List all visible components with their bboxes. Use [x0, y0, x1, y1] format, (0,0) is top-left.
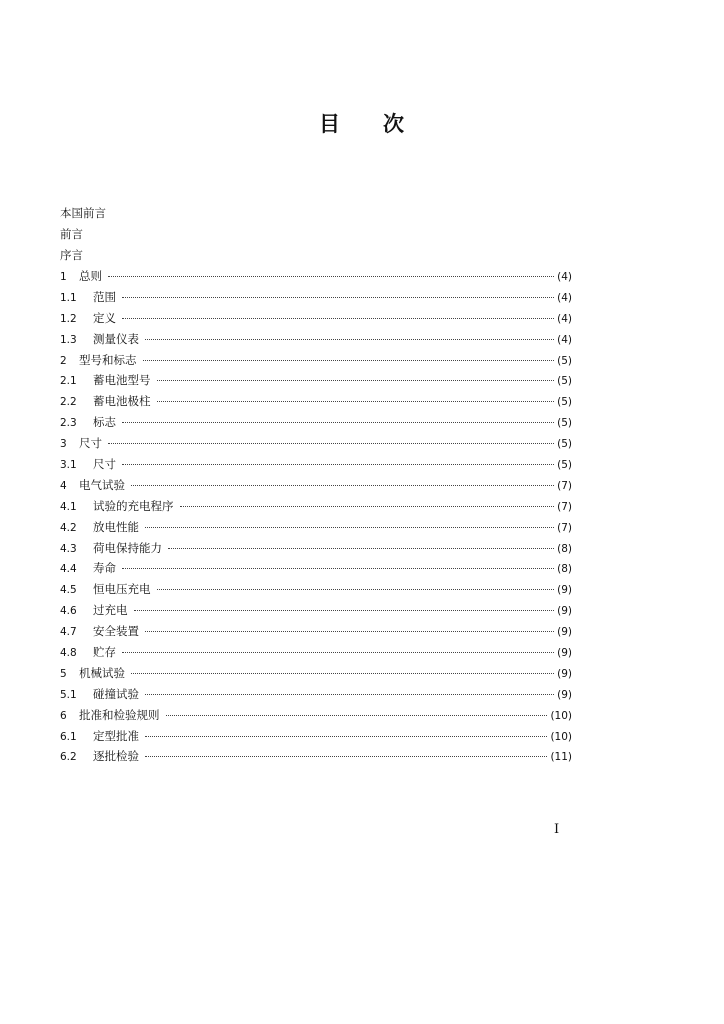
- toc-leader-dots: [145, 756, 547, 757]
- toc-entry-number: 4.8: [60, 647, 77, 660]
- toc-entry-label: 过充电: [93, 603, 128, 618]
- toc-entry-number: 4.5: [60, 584, 77, 597]
- toc-leader-dots: [122, 318, 554, 319]
- toc-entry-label: 逐批检验: [93, 749, 139, 764]
- toc-entry-label: 恒电压充电: [93, 582, 151, 597]
- toc-entry-page: (10): [550, 709, 572, 722]
- toc-leader-dots: [122, 464, 554, 465]
- toc-leader-dots: [122, 297, 554, 298]
- toc-leader-dots: [108, 443, 554, 444]
- front-matter-item-foreword[interactable]: 前言: [60, 227, 83, 241]
- toc-entry-label: 批准和检验规则: [79, 707, 160, 722]
- toc-entry[interactable]: [60, 412, 572, 433]
- toc-entry-label: 范围: [93, 289, 116, 304]
- toc-entry-page: (7): [557, 479, 572, 492]
- toc-entry[interactable]: [60, 266, 572, 287]
- toc-leader-dots: [145, 339, 554, 340]
- toc-entry[interactable]: [60, 496, 572, 517]
- toc-entry-number: 5.1: [60, 688, 77, 701]
- toc-entry[interactable]: [60, 621, 572, 642]
- toc-entry[interactable]: [60, 370, 572, 391]
- toc-entry-page: (5): [557, 438, 572, 451]
- toc-entry-label: 测量仪表: [93, 331, 139, 346]
- toc-entry-number: 4.6: [60, 605, 77, 618]
- toc-entry[interactable]: [60, 642, 572, 663]
- toc-leader-dots: [157, 380, 555, 381]
- toc-entry-label: 定型批准: [93, 728, 139, 743]
- toc-entry[interactable]: [60, 391, 572, 412]
- toc-entry-number: 3.1: [60, 459, 77, 472]
- toc-entry[interactable]: [60, 663, 572, 684]
- toc-entry-number: 6: [60, 709, 67, 722]
- toc-entry-label: 放电性能: [93, 519, 139, 534]
- toc-entry-number: 4.7: [60, 626, 77, 639]
- toc-entry-page: (9): [557, 688, 572, 701]
- toc-entry-page: (8): [557, 542, 572, 555]
- toc-entry[interactable]: [60, 600, 572, 621]
- toc-leader-dots: [145, 527, 554, 528]
- toc-entry[interactable]: [60, 287, 572, 308]
- toc-leader-dots: [122, 568, 554, 569]
- toc-entry-number: 2.3: [60, 417, 77, 430]
- toc-entry-label: 尺寸: [79, 436, 102, 451]
- toc-leader-dots: [157, 401, 555, 402]
- toc-entry-label: 寿命: [93, 561, 116, 576]
- toc-leader-dots: [166, 715, 548, 716]
- toc-entry-label: 机械试验: [79, 665, 125, 680]
- toc-entry[interactable]: [60, 433, 572, 454]
- toc-entry-page: (9): [557, 584, 572, 597]
- toc-entry-number: 2.1: [60, 375, 77, 388]
- toc-entry-label: 标志: [93, 415, 116, 430]
- toc-entry-number: 1: [60, 271, 67, 283]
- toc-entry-page: (4): [557, 291, 572, 304]
- toc-entry-page: (9): [557, 667, 572, 680]
- toc-entry[interactable]: [60, 329, 572, 350]
- toc-entry-label: 蓄电池极柱: [93, 394, 151, 409]
- toc-entry-page: (4): [557, 333, 572, 346]
- toc-entry-number: 1.1: [60, 291, 77, 304]
- toc-title: [0, 108, 724, 138]
- toc-entry-number: 1.2: [60, 312, 77, 325]
- toc-entry[interactable]: [60, 684, 572, 705]
- toc-entry-label: 试验的充电程序: [93, 498, 174, 513]
- toc-leader-dots: [180, 506, 555, 507]
- toc-entry-page: (7): [557, 500, 572, 513]
- toc-entry[interactable]: [60, 350, 572, 371]
- toc-entry-page: (11): [550, 751, 572, 764]
- toc-entry[interactable]: [60, 705, 572, 726]
- toc-entry-number: 2: [60, 354, 67, 367]
- toc-entry[interactable]: [60, 558, 572, 579]
- toc-entry[interactable]: [60, 538, 572, 559]
- toc-entry-label: 电气试验: [79, 477, 125, 492]
- toc-entry-page: (9): [557, 605, 572, 618]
- toc-entry-number: 1.3: [60, 333, 77, 346]
- toc-entry[interactable]: [60, 454, 572, 475]
- toc-leader-dots: [134, 610, 555, 611]
- toc-entry[interactable]: [60, 517, 572, 538]
- toc-title-char-2: 次: [383, 112, 405, 136]
- toc-entry-page: (4): [557, 271, 572, 283]
- toc-entry-label: 蓄电池型号: [93, 373, 151, 388]
- toc-entry-page: (5): [557, 396, 572, 409]
- toc-leader-dots: [157, 589, 555, 590]
- toc-entry-label: 总则: [79, 269, 102, 283]
- toc-entry-number: 4.3: [60, 542, 77, 555]
- toc-entry-label: 贮存: [93, 645, 116, 660]
- toc-entry[interactable]: [60, 726, 572, 747]
- front-matter-item-preface[interactable]: 序言: [60, 248, 83, 262]
- toc-leader-dots: [145, 736, 547, 737]
- toc-entry-label: 安全装置: [93, 624, 139, 639]
- front-matter-item-national-foreword[interactable]: 本国前言: [60, 206, 106, 220]
- toc-entry-page: (4): [557, 312, 572, 325]
- toc-entry-label: 尺寸: [93, 457, 116, 472]
- toc-title-char-1: 目: [319, 112, 341, 136]
- page-number: I: [554, 822, 560, 837]
- toc-entry[interactable]: [60, 308, 572, 329]
- toc-entry-label: 荷电保持能力: [93, 540, 162, 555]
- toc-entry-number: 5: [60, 667, 67, 680]
- toc-entry-page: (9): [557, 626, 572, 639]
- toc-entry-number: 3: [60, 438, 67, 451]
- toc-entry-number: 4.2: [60, 521, 77, 534]
- toc-leader-dots: [131, 673, 554, 674]
- toc-entry-page: (10): [550, 730, 572, 743]
- toc-entry-label: 定义: [93, 310, 116, 325]
- toc-entry[interactable]: [60, 475, 572, 496]
- toc-entry-page: (5): [557, 459, 572, 472]
- toc-entry-page: (5): [557, 417, 572, 430]
- table-of-contents: [60, 266, 572, 767]
- toc-entry-number: 4.1: [60, 500, 77, 513]
- front-matter-list: [60, 203, 106, 266]
- toc-entry-label: 碰撞试验: [93, 686, 139, 701]
- toc-entry[interactable]: [60, 746, 572, 767]
- toc-entry-number: 6.1: [60, 730, 77, 743]
- toc-entry-page: (9): [557, 647, 572, 660]
- toc-leader-dots: [143, 360, 555, 361]
- toc-leader-dots: [145, 631, 554, 632]
- toc-leader-dots: [122, 422, 554, 423]
- toc-entry-label: 型号和标志: [79, 352, 137, 367]
- toc-entry-number: 2.2: [60, 396, 77, 409]
- toc-leader-dots: [145, 694, 554, 695]
- toc-leader-dots: [122, 652, 554, 653]
- toc-leader-dots: [168, 548, 554, 549]
- toc-entry-page: (7): [557, 521, 572, 534]
- toc-entry-number: 4: [60, 479, 67, 492]
- toc-leader-dots: [108, 276, 554, 277]
- toc-leader-dots: [131, 485, 554, 486]
- toc-entry[interactable]: [60, 579, 572, 600]
- toc-entry-number: 4.4: [60, 563, 77, 576]
- toc-entry-number: 6.2: [60, 751, 77, 764]
- toc-entry-page: (8): [557, 563, 572, 576]
- toc-entry-page: (5): [557, 354, 572, 367]
- toc-entry-page: (5): [557, 375, 572, 388]
